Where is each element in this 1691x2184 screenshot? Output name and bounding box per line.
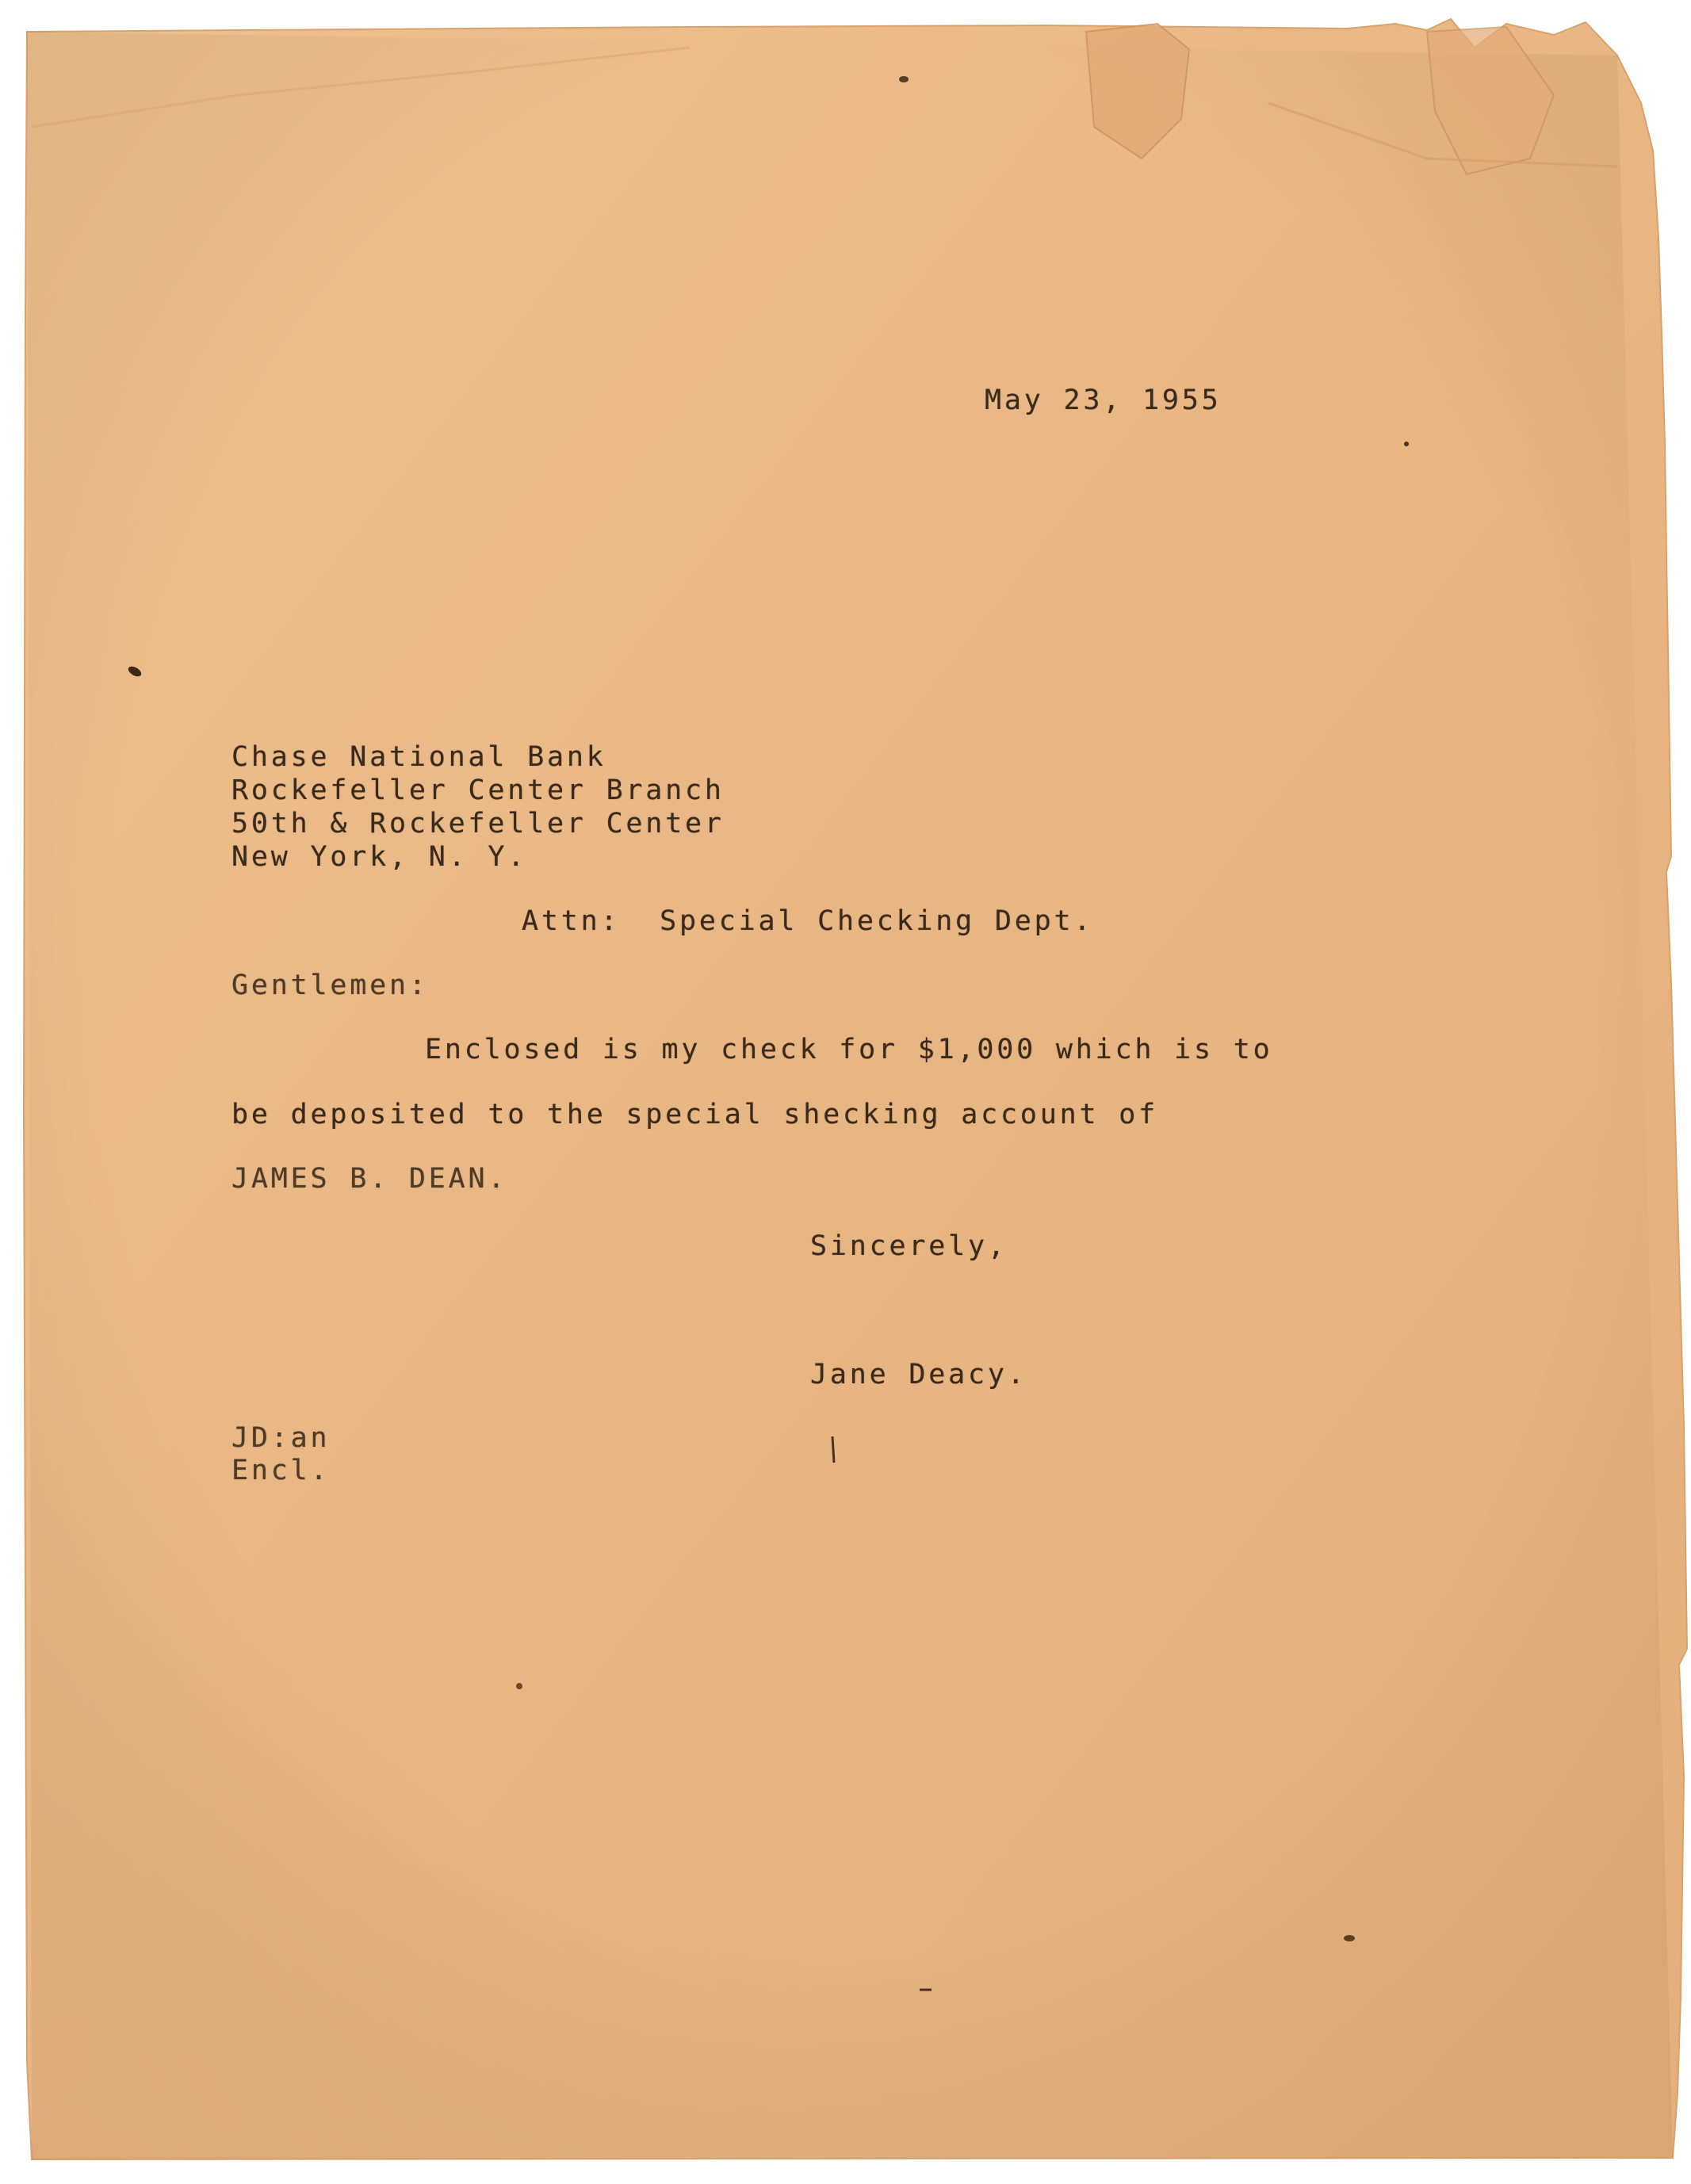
reference-initials: JD:an xyxy=(231,1422,331,1454)
salutation: Gentlemen: xyxy=(231,970,429,1001)
body-line: be deposited to the special shecking account of xyxy=(231,1099,1158,1130)
letter-date: May 23, 1955 xyxy=(985,384,1222,416)
body-line: JAMES B. DEAN. xyxy=(231,1163,508,1195)
ink-speck xyxy=(1404,442,1409,446)
address-line: 50th & Rockefeller Center xyxy=(231,808,725,840)
address-line: New York, N. Y. xyxy=(231,841,528,873)
enclosure-note: Encl. xyxy=(231,1455,331,1486)
address-line: Chase National Bank xyxy=(231,741,606,773)
body-line: Enclosed is my check for $1,000 which is to xyxy=(425,1034,1273,1065)
address-line: Rockefeller Center Branch xyxy=(231,775,725,806)
paper-ageing xyxy=(27,32,1673,2159)
closing: Sincerely, xyxy=(810,1230,1008,1262)
ink-speck xyxy=(1344,1935,1355,1941)
ink-speck xyxy=(899,76,909,82)
ink-speck xyxy=(516,1683,522,1689)
attention-line: Attn: Special Checking Dept. xyxy=(522,905,1094,937)
signature-name: Jane Deacy. xyxy=(810,1359,1027,1390)
ink-speck xyxy=(832,1436,834,1463)
